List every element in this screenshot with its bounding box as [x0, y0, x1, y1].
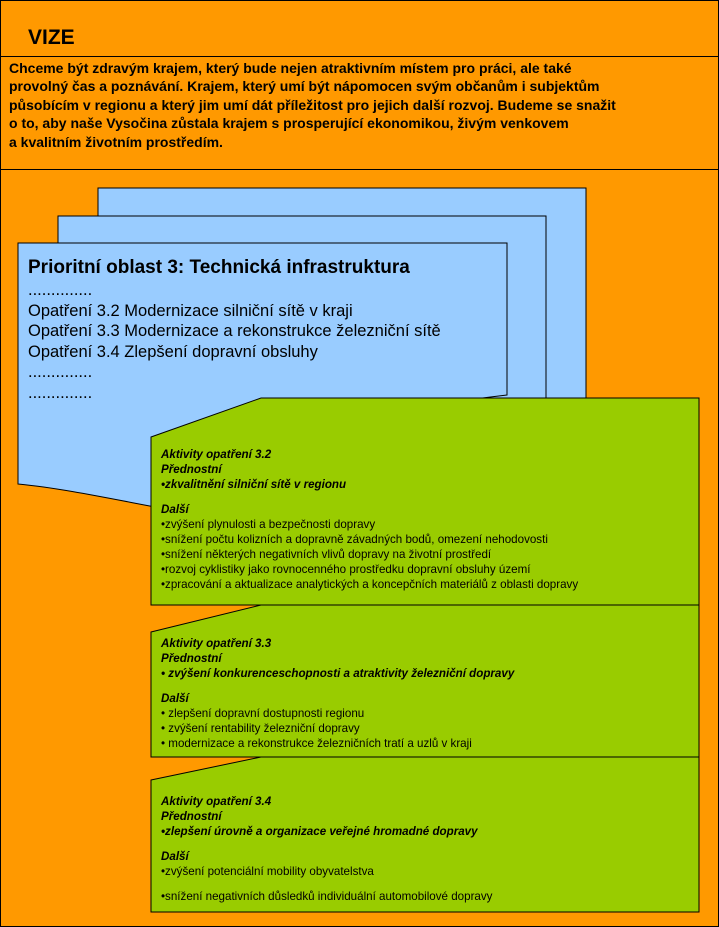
other-item: • zlepšení dopravní dostupnosti regionu [161, 707, 365, 720]
activity-text-3-4 [161, 794, 492, 904]
vision-line: o to, aby naše Vysočina zůstala krajem s prosperující ekonomikou, živým venkovem [9, 115, 569, 132]
activity-text-3-3 [161, 636, 514, 751]
other-item: •snížení negativních důsledků individuální automobilové dopravy [161, 890, 493, 903]
priority-item: •zlepšení úrovně a organizace veřejné hromadné dopravy [161, 825, 478, 838]
measure-line: Opatření 3.3 Modernizace a rekonstrukce železniční sítě [28, 322, 441, 340]
other-label: Další [161, 850, 189, 863]
priority-label: Přednostní [161, 652, 222, 665]
measure-line: Opatření 3.2 Modernizace silniční sítě v kraji [28, 301, 353, 320]
activity-heading: Aktivity opatření 3.2 [161, 448, 272, 461]
ellipsis-line: .............. [28, 281, 93, 299]
other-item: •zvýšení plynulosti a bezpečnosti dopravy [161, 518, 376, 531]
activity-text-3-2 [161, 447, 578, 592]
other-label: Další [161, 503, 189, 516]
measure-line: Opatření 3.4 Zlepšení dopravní obsluhy [28, 342, 318, 361]
other-item: • modernizace a rekonstrukce železničních tratí a uzlů v kraji [161, 737, 472, 750]
other-item: •rozvoj cyklistiky jako rovnocenného prostředku dopravní obsluhy území [161, 563, 531, 576]
other-item: •snížení počtu kolizních a dopravně závadných bodů, omezení nehodovosti [161, 533, 548, 546]
vision-line: a kvalitním životním prostředím. [9, 133, 223, 150]
other-item: •zvýšení potenciální mobility obyvatelstva [161, 865, 374, 878]
priority-area-text [28, 256, 441, 403]
priority-label: Přednostní [161, 810, 222, 823]
priority-area-title: Prioritní oblast 3: Technická infrastruktura [28, 257, 410, 278]
activity-heading: Aktivity opatření 3.3 [161, 637, 272, 650]
priority-label: Přednostní [161, 463, 222, 476]
priority-item: •zkvalitnění silniční sítě v regionu [161, 478, 347, 491]
vision-line: provolný čas a poznávání. Krajem, který umí být nápomocen svým občanům i subjektům [9, 78, 600, 95]
other-item: •zpracování a aktualizace analytických a koncepčních materiálů z oblasti dopravy [161, 578, 579, 591]
ellipsis-line: .............. [28, 383, 93, 402]
other-label: Další [161, 692, 189, 705]
vision-title: VIZE [28, 26, 75, 49]
vision-line: Chceme být zdravým krajem, který bude nejen atraktivním místem pro práci, ale také [9, 60, 572, 76]
other-item: •snížení některých negativních vlivů dopravy na životní prostředí [161, 548, 492, 561]
other-item: • zvýšení rentability železniční dopravy [161, 722, 360, 735]
priority-item: • zvýšení konkurenceschopnosti a atraktivity železniční dopravy [161, 667, 515, 680]
vision-line: působícím v regionu a který jim umí dát příležitost pro jejich další rozvoj. Budeme se snažit [9, 96, 616, 113]
activity-heading: Aktivity opatření 3.4 [161, 795, 272, 808]
ellipsis-line: .............. [28, 363, 93, 381]
